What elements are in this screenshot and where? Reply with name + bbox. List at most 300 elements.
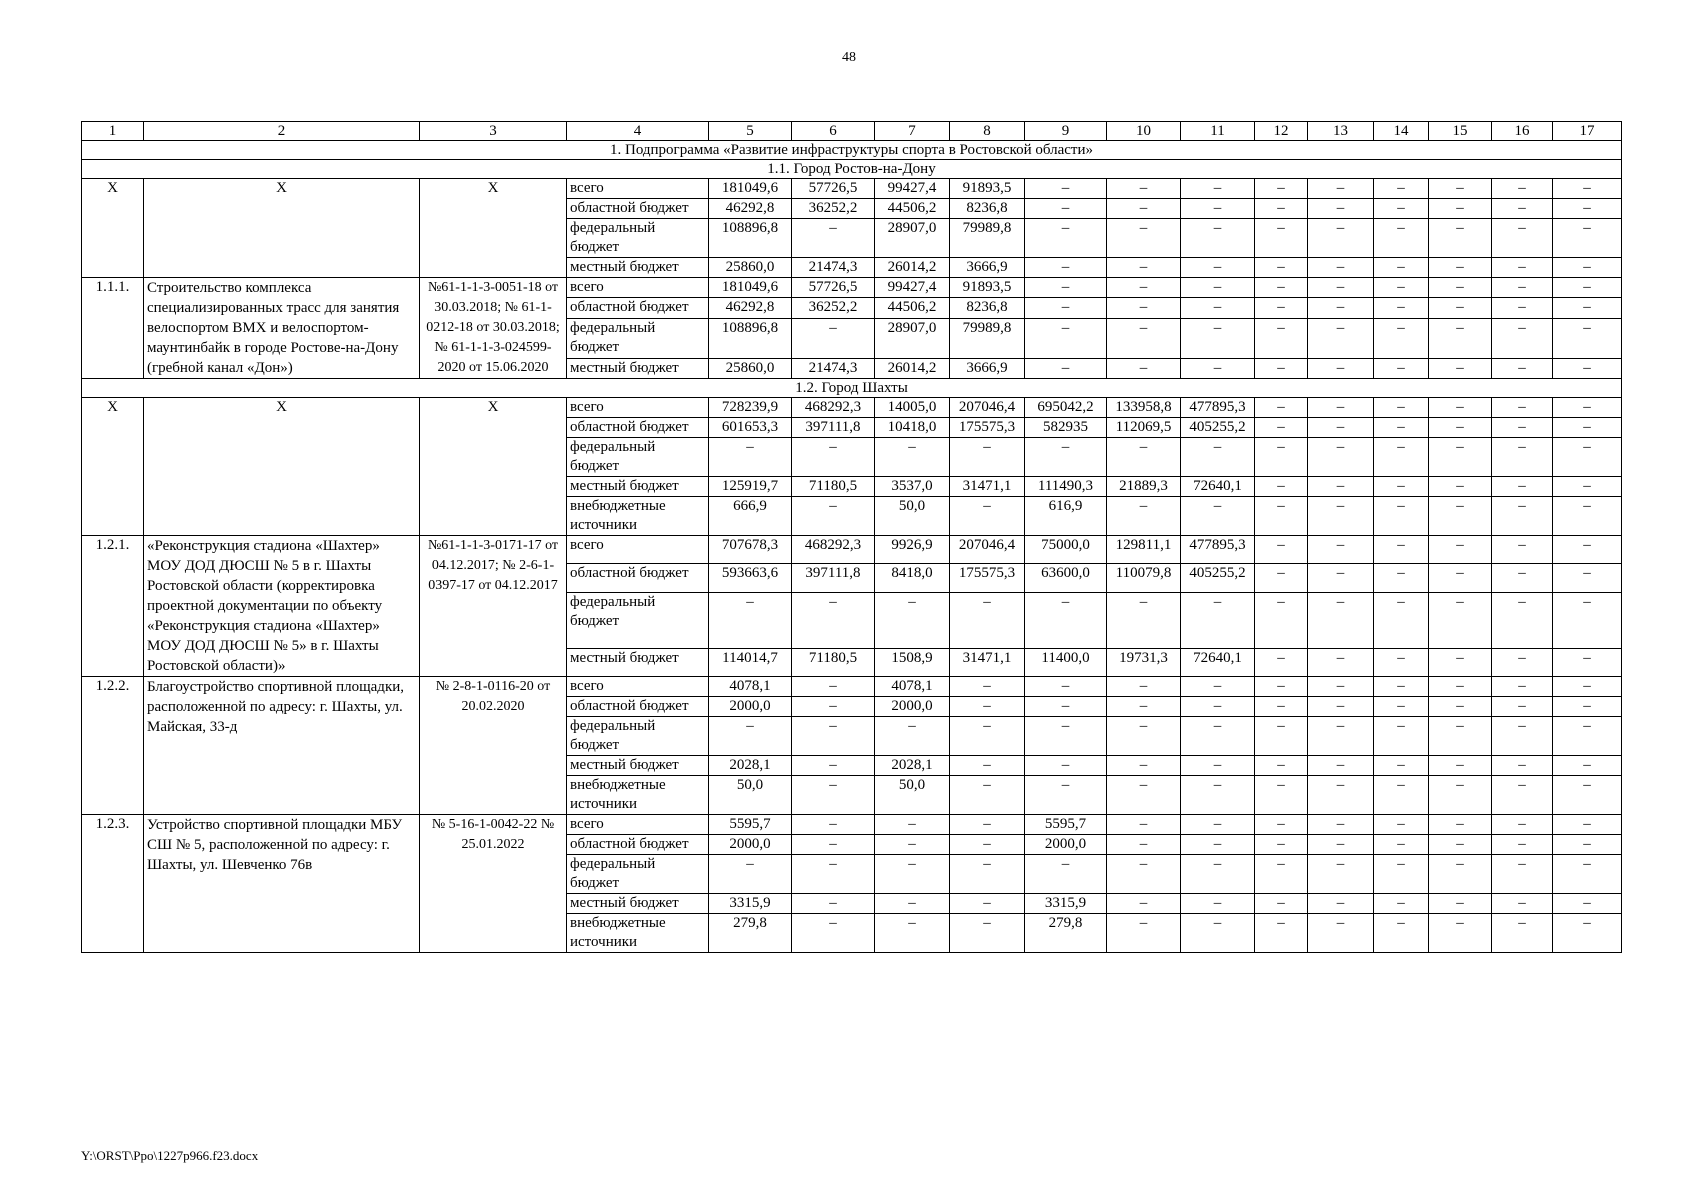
amount-cell: – xyxy=(1553,298,1622,318)
amount-cell: 14005,0 xyxy=(875,398,950,418)
amount-cell: – xyxy=(709,592,792,648)
funding-source: всего xyxy=(567,677,709,697)
amount-cell: – xyxy=(1492,835,1553,855)
amount-cell: – xyxy=(1025,776,1107,815)
amount-cell: – xyxy=(1025,318,1107,358)
amount-cell: – xyxy=(1181,438,1255,477)
amount-cell: – xyxy=(950,697,1025,717)
amount-cell: – xyxy=(1025,258,1107,278)
amount-cell: – xyxy=(1107,497,1181,536)
amount-cell: 57726,5 xyxy=(792,179,875,199)
amount-cell: – xyxy=(1374,592,1429,648)
amount-cell: – xyxy=(1492,815,1553,835)
amount-cell: 2000,0 xyxy=(875,697,950,717)
funding-source: всего xyxy=(567,398,709,418)
amount-cell: – xyxy=(1308,179,1374,199)
amount-cell: – xyxy=(1553,914,1622,953)
section-title: 1.2. Город Шахты xyxy=(82,379,1622,398)
amount-cell: – xyxy=(1492,477,1553,497)
amount-cell: 21889,3 xyxy=(1107,477,1181,497)
amount-cell: – xyxy=(1492,648,1553,677)
amount-cell: – xyxy=(1374,298,1429,318)
amount-cell: – xyxy=(1181,776,1255,815)
amount-cell: 4078,1 xyxy=(875,677,950,697)
amount-cell: – xyxy=(1553,278,1622,298)
amount-cell: – xyxy=(1429,592,1492,648)
amount-cell: – xyxy=(1181,298,1255,318)
amount-cell: – xyxy=(875,717,950,756)
amount-cell: – xyxy=(1429,815,1492,835)
item-number: X xyxy=(82,179,144,278)
item-number: X xyxy=(82,398,144,536)
amount-cell: – xyxy=(1255,835,1308,855)
amount-cell: 181049,6 xyxy=(709,179,792,199)
column-number-header: 12 xyxy=(1255,122,1308,141)
amount-cell: – xyxy=(1374,477,1429,497)
amount-cell: – xyxy=(875,894,950,914)
table-row xyxy=(82,815,1622,835)
amount-cell: – xyxy=(1429,418,1492,438)
amount-cell: – xyxy=(1492,592,1553,648)
amount-cell: – xyxy=(1492,278,1553,298)
amount-cell: – xyxy=(1255,418,1308,438)
amount-cell: 728239,9 xyxy=(709,398,792,418)
amount-cell: – xyxy=(1255,717,1308,756)
amount-cell: – xyxy=(1181,855,1255,894)
amount-cell: – xyxy=(1429,318,1492,358)
funding-source: федеральный бюджет xyxy=(567,592,709,648)
amount-cell: – xyxy=(1107,697,1181,717)
amount-cell: 5595,7 xyxy=(709,815,792,835)
column-number-header: 1 xyxy=(82,122,144,141)
amount-cell: – xyxy=(1374,815,1429,835)
amount-cell: 207046,4 xyxy=(950,536,1025,564)
amount-cell: – xyxy=(1374,894,1429,914)
amount-cell: 11400,0 xyxy=(1025,648,1107,677)
amount-cell: – xyxy=(792,835,875,855)
amount-cell: – xyxy=(1181,677,1255,697)
amount-cell: – xyxy=(1492,418,1553,438)
amount-cell: 279,8 xyxy=(1025,914,1107,953)
amount-cell: – xyxy=(1107,258,1181,278)
amount-cell: – xyxy=(1107,318,1181,358)
amount-cell: – xyxy=(1181,219,1255,258)
amount-cell: 21474,3 xyxy=(792,258,875,278)
funding-source: внебюджетные источники xyxy=(567,497,709,536)
funding-source: местный бюджет xyxy=(567,648,709,677)
amount-cell: – xyxy=(1181,835,1255,855)
amount-cell: 63600,0 xyxy=(1025,564,1107,592)
column-number-header: 9 xyxy=(1025,122,1107,141)
amount-cell: 2000,0 xyxy=(709,835,792,855)
amount-cell: – xyxy=(1429,677,1492,697)
column-number-header: 10 xyxy=(1107,122,1181,141)
amount-cell: – xyxy=(1308,815,1374,835)
amount-cell: 601653,3 xyxy=(709,418,792,438)
amount-cell: – xyxy=(1492,756,1553,776)
amount-cell: – xyxy=(1255,564,1308,592)
amount-cell: – xyxy=(1553,199,1622,219)
amount-cell: 79989,8 xyxy=(950,219,1025,258)
amount-cell: 133958,8 xyxy=(1107,398,1181,418)
amount-cell: – xyxy=(1181,278,1255,298)
amount-cell: 3666,9 xyxy=(950,258,1025,278)
amount-cell: 9926,9 xyxy=(875,536,950,564)
amount-cell: – xyxy=(1181,592,1255,648)
column-number-header: 16 xyxy=(1492,122,1553,141)
funding-source: местный бюджет xyxy=(567,756,709,776)
amount-cell: – xyxy=(950,592,1025,648)
amount-cell: – xyxy=(1553,677,1622,697)
amount-cell: 3666,9 xyxy=(950,358,1025,378)
amount-cell: – xyxy=(1308,677,1374,697)
amount-cell: – xyxy=(1429,564,1492,592)
amount-cell: – xyxy=(1374,536,1429,564)
amount-cell: 50,0 xyxy=(875,776,950,815)
table-row xyxy=(82,677,1622,697)
column-number-header: 6 xyxy=(792,122,875,141)
amount-cell: – xyxy=(950,855,1025,894)
amount-cell: – xyxy=(1374,438,1429,477)
amount-cell: – xyxy=(1255,914,1308,953)
amount-cell: – xyxy=(950,914,1025,953)
item-document: №61-1-1-3-0051-18 от 30.03.2018; № 61-1-0212-18 от 30.03.2018; № 61-1-1-3-024599-2020 от 15.06.2020 xyxy=(420,278,567,379)
amount-cell: – xyxy=(1107,914,1181,953)
item-name: Благоустройство спортивной площадки, расположенной по адресу: г. Шахты, ул. Майская, 33-д xyxy=(144,677,420,815)
amount-cell: 1508,9 xyxy=(875,648,950,677)
amount-cell: – xyxy=(1308,398,1374,418)
amount-cell: 2000,0 xyxy=(1025,835,1107,855)
amount-cell: 99427,4 xyxy=(875,179,950,199)
amount-cell: – xyxy=(875,592,950,648)
amount-cell: – xyxy=(1025,298,1107,318)
amount-cell: – xyxy=(1553,564,1622,592)
table-row xyxy=(82,179,1622,199)
amount-cell: – xyxy=(1181,717,1255,756)
amount-cell: 114014,7 xyxy=(709,648,792,677)
amount-cell: – xyxy=(792,756,875,776)
amount-cell: – xyxy=(1025,697,1107,717)
amount-cell: – xyxy=(1025,219,1107,258)
amount-cell: – xyxy=(792,592,875,648)
subprogram-title: 1. Подпрограмма «Развитие инфраструктуры спорта в Ростовской области» xyxy=(82,141,1622,160)
amount-cell: – xyxy=(1025,756,1107,776)
amount-cell: – xyxy=(1553,497,1622,536)
funding-source: областной бюджет xyxy=(567,418,709,438)
amount-cell: – xyxy=(1025,592,1107,648)
amount-cell: – xyxy=(1107,219,1181,258)
amount-cell: 582935 xyxy=(1025,418,1107,438)
column-number-header: 15 xyxy=(1429,122,1492,141)
amount-cell: 108896,8 xyxy=(709,318,792,358)
amount-cell: 75000,0 xyxy=(1025,536,1107,564)
amount-cell: – xyxy=(950,717,1025,756)
amount-cell: – xyxy=(1492,398,1553,418)
amount-cell: – xyxy=(1308,717,1374,756)
amount-cell: 31471,1 xyxy=(950,648,1025,677)
amount-cell: 2028,1 xyxy=(875,756,950,776)
amount-cell: – xyxy=(1553,398,1622,418)
amount-cell: – xyxy=(1553,835,1622,855)
amount-cell: – xyxy=(1107,776,1181,815)
amount-cell: – xyxy=(1308,564,1374,592)
amount-cell: – xyxy=(1308,855,1374,894)
amount-cell: – xyxy=(1107,756,1181,776)
amount-cell: – xyxy=(1429,278,1492,298)
amount-cell: 26014,2 xyxy=(875,258,950,278)
funding-source: местный бюджет xyxy=(567,358,709,378)
amount-cell: 25860,0 xyxy=(709,358,792,378)
amount-cell: – xyxy=(1181,914,1255,953)
amount-cell: – xyxy=(1374,756,1429,776)
amount-cell: – xyxy=(1553,358,1622,378)
amount-cell: – xyxy=(1025,677,1107,697)
item-name: X xyxy=(144,398,420,536)
amount-cell: 477895,3 xyxy=(1181,536,1255,564)
amount-cell: – xyxy=(1255,497,1308,536)
amount-cell: – xyxy=(1429,776,1492,815)
amount-cell: – xyxy=(1107,835,1181,855)
page-number: 48 xyxy=(842,50,856,65)
amount-cell: – xyxy=(1181,199,1255,219)
amount-cell: – xyxy=(1429,894,1492,914)
amount-cell: – xyxy=(1025,438,1107,477)
amount-cell: – xyxy=(1025,199,1107,219)
amount-cell: 28907,0 xyxy=(875,318,950,358)
amount-cell: – xyxy=(1374,199,1429,219)
amount-cell: – xyxy=(1107,438,1181,477)
amount-cell: 468292,3 xyxy=(792,398,875,418)
amount-cell: – xyxy=(1255,219,1308,258)
amount-cell: 5595,7 xyxy=(1025,815,1107,835)
amount-cell: – xyxy=(792,855,875,894)
amount-cell: – xyxy=(1492,564,1553,592)
amount-cell: – xyxy=(875,815,950,835)
amount-cell: – xyxy=(1374,358,1429,378)
amount-cell: – xyxy=(1181,697,1255,717)
amount-cell: – xyxy=(792,497,875,536)
amount-cell: 8236,8 xyxy=(950,199,1025,219)
amount-cell: – xyxy=(1429,199,1492,219)
amount-cell: – xyxy=(1492,776,1553,815)
amount-cell: – xyxy=(792,717,875,756)
item-name: Строительство комплекса специализированных трасс для занятия велоспортом ВМХ и велоспортом-маунтинбайк в городе Ростове-на-Дону (гребной канал «Дон») xyxy=(144,278,420,379)
amount-cell: – xyxy=(1308,756,1374,776)
amount-cell: – xyxy=(1429,914,1492,953)
amount-cell: 175575,3 xyxy=(950,564,1025,592)
amount-cell: – xyxy=(1255,648,1308,677)
amount-cell: – xyxy=(1107,278,1181,298)
amount-cell: – xyxy=(1492,179,1553,199)
amount-cell: – xyxy=(1308,592,1374,648)
amount-cell: 71180,5 xyxy=(792,477,875,497)
amount-cell: – xyxy=(1308,648,1374,677)
amount-cell: – xyxy=(1255,815,1308,835)
amount-cell: 10418,0 xyxy=(875,418,950,438)
section-title-row xyxy=(82,160,1622,179)
amount-cell: 57726,5 xyxy=(792,278,875,298)
amount-cell: 616,9 xyxy=(1025,497,1107,536)
amount-cell: 50,0 xyxy=(709,776,792,815)
amount-cell: 125919,7 xyxy=(709,477,792,497)
amount-cell: – xyxy=(1492,855,1553,894)
section-title-row xyxy=(82,379,1622,398)
column-number-header: 4 xyxy=(567,122,709,141)
amount-cell: – xyxy=(1255,477,1308,497)
amount-cell: – xyxy=(1308,318,1374,358)
amount-cell: – xyxy=(1107,855,1181,894)
amount-cell: 4078,1 xyxy=(709,677,792,697)
amount-cell: – xyxy=(1492,438,1553,477)
amount-cell: 21474,3 xyxy=(792,358,875,378)
amount-cell: – xyxy=(792,318,875,358)
amount-cell: – xyxy=(1308,199,1374,219)
amount-cell: 3315,9 xyxy=(1025,894,1107,914)
amount-cell: – xyxy=(1553,776,1622,815)
amount-cell: – xyxy=(1308,697,1374,717)
funding-source: областной бюджет xyxy=(567,298,709,318)
amount-cell: – xyxy=(792,697,875,717)
amount-cell: – xyxy=(1374,497,1429,536)
amount-cell: – xyxy=(1492,358,1553,378)
amount-cell: – xyxy=(950,815,1025,835)
amount-cell: – xyxy=(1107,358,1181,378)
amount-cell: – xyxy=(1374,179,1429,199)
amount-cell: – xyxy=(1181,497,1255,536)
amount-cell: – xyxy=(792,776,875,815)
amount-cell: – xyxy=(1374,776,1429,815)
amount-cell: – xyxy=(1492,318,1553,358)
amount-cell: – xyxy=(1025,717,1107,756)
amount-cell: 397111,8 xyxy=(792,564,875,592)
funding-source: местный бюджет xyxy=(567,477,709,497)
amount-cell: – xyxy=(1107,717,1181,756)
amount-cell: – xyxy=(1025,179,1107,199)
amount-cell: 112069,5 xyxy=(1107,418,1181,438)
amount-cell: – xyxy=(1181,179,1255,199)
funding-source: всего xyxy=(567,278,709,298)
amount-cell: 2000,0 xyxy=(709,697,792,717)
column-number-header: 3 xyxy=(420,122,567,141)
amount-cell: – xyxy=(1255,894,1308,914)
amount-cell: – xyxy=(1308,258,1374,278)
amount-cell: – xyxy=(1553,894,1622,914)
amount-cell: – xyxy=(1429,497,1492,536)
amount-cell: – xyxy=(1181,258,1255,278)
amount-cell: – xyxy=(1255,756,1308,776)
amount-cell: – xyxy=(792,914,875,953)
amount-cell: – xyxy=(1374,697,1429,717)
amount-cell: – xyxy=(1429,258,1492,278)
table-row xyxy=(82,536,1622,564)
amount-cell: – xyxy=(1255,258,1308,278)
amount-cell: – xyxy=(1492,219,1553,258)
amount-cell: – xyxy=(1308,219,1374,258)
amount-cell: 99427,4 xyxy=(875,278,950,298)
amount-cell: – xyxy=(1429,756,1492,776)
funding-source: федеральный бюджет xyxy=(567,717,709,756)
amount-cell: – xyxy=(1492,298,1553,318)
amount-cell: – xyxy=(1255,318,1308,358)
amount-cell: – xyxy=(1374,677,1429,697)
funding-source: внебюджетные источники xyxy=(567,914,709,953)
amount-cell: 91893,5 xyxy=(950,179,1025,199)
amount-cell: – xyxy=(709,717,792,756)
amount-cell: – xyxy=(1181,756,1255,776)
amount-cell: 36252,2 xyxy=(792,298,875,318)
amount-cell: – xyxy=(1107,199,1181,219)
funding-source: всего xyxy=(567,536,709,564)
column-number-header: 14 xyxy=(1374,122,1429,141)
amount-cell: – xyxy=(1553,697,1622,717)
amount-cell: 175575,3 xyxy=(950,418,1025,438)
amount-cell: – xyxy=(875,835,950,855)
item-number: 1.1.1. xyxy=(82,278,144,379)
amount-cell: – xyxy=(1429,438,1492,477)
amount-cell: – xyxy=(1255,855,1308,894)
amount-cell: – xyxy=(1255,278,1308,298)
amount-cell: 181049,6 xyxy=(709,278,792,298)
item-number: 1.2.2. xyxy=(82,677,144,815)
item-name: Устройство спортивной площадки МБУ СШ № 5, расположенной по адресу: г. Шахты, ул. Шевченко 76в xyxy=(144,815,420,953)
amount-cell: – xyxy=(1374,914,1429,953)
amount-cell: 91893,5 xyxy=(950,278,1025,298)
amount-cell: – xyxy=(709,855,792,894)
amount-cell: 593663,6 xyxy=(709,564,792,592)
amount-cell: – xyxy=(1308,914,1374,953)
amount-cell: 44506,2 xyxy=(875,199,950,219)
funding-source: федеральный бюджет xyxy=(567,318,709,358)
amount-cell: – xyxy=(950,776,1025,815)
funding-source: областной бюджет xyxy=(567,199,709,219)
amount-cell: – xyxy=(1025,358,1107,378)
amount-cell: – xyxy=(1553,418,1622,438)
amount-cell: 468292,3 xyxy=(792,536,875,564)
amount-cell: 25860,0 xyxy=(709,258,792,278)
amount-cell: – xyxy=(1255,199,1308,219)
amount-cell: – xyxy=(1492,914,1553,953)
item-document: X xyxy=(420,398,567,536)
amount-cell: – xyxy=(1308,497,1374,536)
amount-cell: 666,9 xyxy=(709,497,792,536)
amount-cell: – xyxy=(1181,318,1255,358)
amount-cell: – xyxy=(1308,894,1374,914)
amount-cell: – xyxy=(1308,776,1374,815)
amount-cell: – xyxy=(1374,835,1429,855)
budget-table xyxy=(81,121,1622,953)
amount-cell: 110079,8 xyxy=(1107,564,1181,592)
amount-cell: – xyxy=(1492,894,1553,914)
amount-cell: – xyxy=(950,438,1025,477)
item-number: 1.2.3. xyxy=(82,815,144,953)
amount-cell: 405255,2 xyxy=(1181,564,1255,592)
item-name: X xyxy=(144,179,420,278)
funding-source: федеральный бюджет xyxy=(567,438,709,477)
amount-cell: – xyxy=(1553,756,1622,776)
amount-cell: 72640,1 xyxy=(1181,477,1255,497)
amount-cell: – xyxy=(1025,278,1107,298)
amount-cell: – xyxy=(1374,717,1429,756)
table-row xyxy=(82,278,1622,298)
table-row xyxy=(82,398,1622,418)
amount-cell: – xyxy=(1429,219,1492,258)
amount-cell: 31471,1 xyxy=(950,477,1025,497)
item-document: №61-1-1-3-0171-17 от 04.12.2017; № 2-6-1-0397-17 от 04.12.2017 xyxy=(420,536,567,677)
amount-cell: – xyxy=(875,438,950,477)
amount-cell: – xyxy=(1374,219,1429,258)
amount-cell: – xyxy=(1181,358,1255,378)
amount-cell: 707678,3 xyxy=(709,536,792,564)
